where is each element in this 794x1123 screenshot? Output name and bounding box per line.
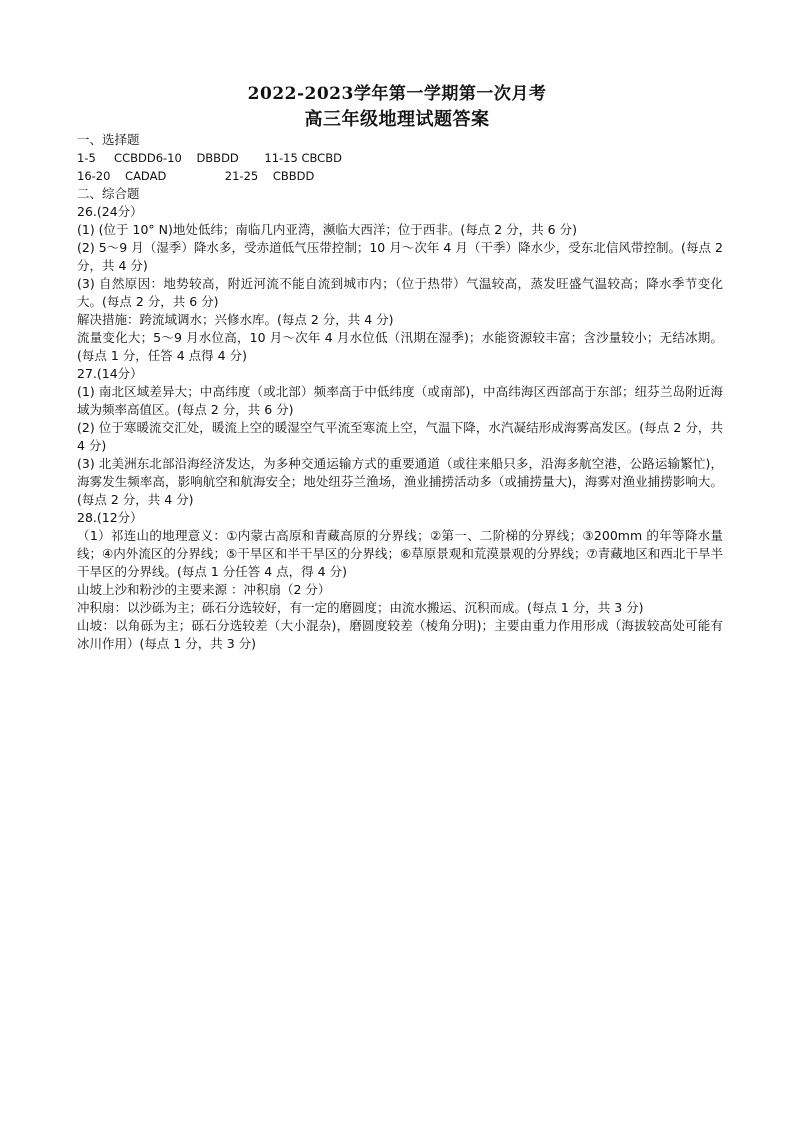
question-26-header: 26.(24分） bbox=[77, 204, 143, 219]
question-28-header: 28.(12分） bbox=[77, 510, 143, 525]
question-27-part-3: (3) 北美洲东北部沿海经济发达，为多种交通运输方式的重要通道（或往来船只多，沿海多航空港，公路运输繁忙)，海雾发生频率高，影响航空和航海安全；地处纽芬兰渔场，渔业捕捞活动多（或捕捞量大)，海雾对渔业捕捞影响大。(每点 2 分，共 4 分) bbox=[77, 456, 723, 507]
question-28-part-1: （1）祁连山的地理意义：①内蒙古高原和青藏高原的分界线；②第一、二阶梯的分界线；③200mm 的年等降水量线；④内外流区的分界线；⑤干旱区和半干旱区的分界线；⑥草原景观和荒漠景观的分界线；⑦青藏地区和西北干旱半干旱区的分界线。(每点 1 分任答 4 点，得 4 分) bbox=[77, 528, 723, 579]
question-26-part-1: (1) (位于 10° N)地处低纬；南临几内亚湾，濒临大西洋；位于西非。(每点 2 分，共 6 分) bbox=[77, 222, 577, 237]
question-26-river-features: 流量变化大；5～9 月水位高，10 月～次年 4 月水位低（汛期在湿季)；水能资源较丰富；含沙量较小；无结冰期。(每点 1 分，任答 4 点得 4 分) bbox=[77, 330, 723, 363]
question-26-part-2: (2) 5～9 月（湿季）降水多，受赤道低气压带控制；10 月～次年 4 月（干季）降水少，受东北信风带控制。(每点 2 分，共 4 分) bbox=[77, 240, 723, 273]
question-28-slope: 山坡：以角砾为主；砾石分选较差（大小混杂)，磨圆度较差（棱角分明)；主要由重力作用形成（海拔较高处可能有冰川作用）(每点 1 分，共 3 分) bbox=[77, 618, 723, 651]
exam-title: 2022-2023学年第一学期第一次月考 bbox=[247, 84, 547, 104]
choice-section-heading: 一、选择题 bbox=[77, 132, 140, 147]
question-26-measures: 解决措施：跨流域调水；兴修水库。(每点 2 分，共 4 分) bbox=[77, 312, 394, 327]
comprehensive-section-heading: 二、综合题 bbox=[77, 186, 140, 201]
question-28-alluvial-fan: 冲积扇：以沙砾为主；砾石分选较好，有一定的磨圆度；由流水搬运、沉积而成。(每点 1 分，共 3 分) bbox=[77, 600, 644, 615]
choice-answers-row-1: 1-5 CCBDD6-10 DBBDD 11-15 CBCBD bbox=[77, 151, 342, 165]
question-27-part-2: (2) 位于寒暖流交汇处，暖流上空的暖湿空气平流至寒流上空，气温下降，水汽凝结形成海雾高发区。(每点 2 分，共 4 分) bbox=[77, 420, 723, 453]
question-28-sand-source: 山坡上沙和粉沙的主要来源 ：冲积扇（2 分） bbox=[77, 582, 331, 597]
question-27-header: 27.(14分） bbox=[77, 366, 143, 381]
choice-answers-row-2: 16-20 CADAD 21-25 CBBDD bbox=[77, 169, 315, 183]
question-27-part-1: (1) 南北区域差异大；中高纬度（或北部）频率高于中低纬度（或南部)，中高纬海区西部高于东部；纽芬兰岛附近海域为频率高值区。(每点 2 分，共 6 分) bbox=[77, 384, 723, 417]
question-26-part-3: (3) 自然原因：地势较高，附近河流不能自流到城市内；（位于热带）气温较高，蒸发旺盛气温较高；降水季节变化大。(每点 2 分，共 6 分) bbox=[77, 276, 723, 309]
answer-content bbox=[77, 131, 723, 653]
answer-key-title: 高三年级地理试题答案 bbox=[304, 109, 490, 130]
